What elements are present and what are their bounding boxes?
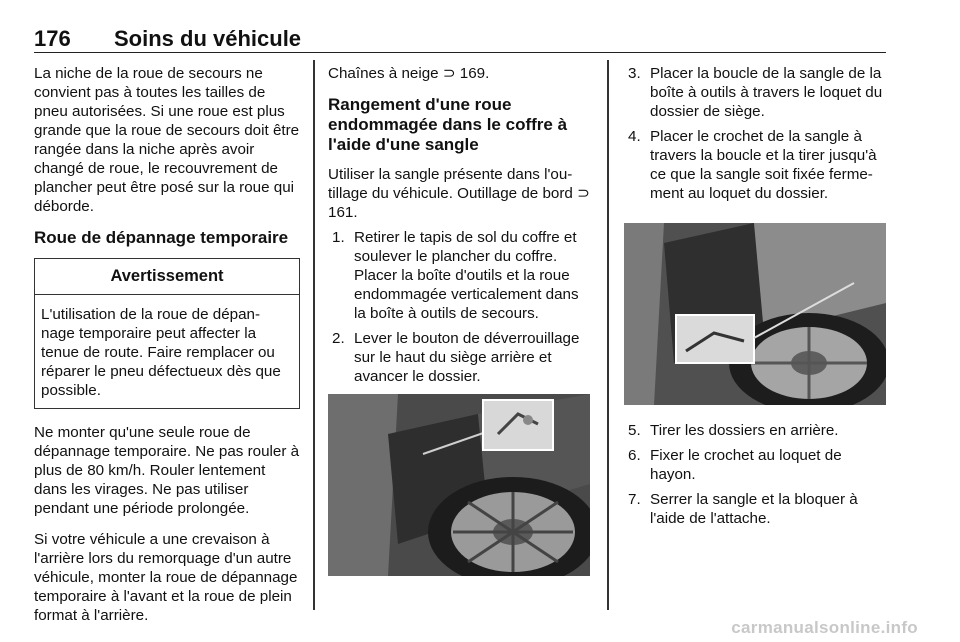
intro-paragraph: La niche de la roue de secours ne convient pas à toutes les tailles de pneu autorisées. Si une roue est plus grande que la roue de secours doit être rangée dans la niche après avoir changé de roue, le recouvrement de plancher peut être posé sur la roue qui déborde. xyxy=(34,65,300,215)
watermark: carmanualsonline.info xyxy=(731,618,918,637)
strap-intro: Utiliser la sangle présente dans l'ou- tillage du véhicule. Outillage de bord ⊃ 161. xyxy=(328,166,590,221)
section-heading-damaged-wheel: Rangement d'une roue endommagée dans le coffre à l'aide d'une sangle xyxy=(328,95,568,154)
column-divider-right xyxy=(607,60,609,610)
trunk-illustration xyxy=(328,394,590,576)
page-header xyxy=(34,22,886,53)
step-number: 5. xyxy=(628,422,641,439)
paragraph-towing: Si votre véhicule a une crevaison à l'arrière lors du remorquage d'un autre véhicule, monter la roue de dépannage temporaire à l'avant et la roue de plein format à l'arrière. xyxy=(34,531,298,624)
step-text: Lever le bouton de déverrouillage sur le haut du siège arrière et avancer le dossier. xyxy=(354,330,580,385)
warning-text: L'utilisation de la roue de dépan- nage temporaire peut affecter la tenue de route. Faire remplacer ou réparer le pneu défectueux dès que possible. xyxy=(41,306,281,399)
snow-chains-reference: Chaînes à neige ⊃ 169. xyxy=(328,65,490,82)
warning-title: Avertissement xyxy=(35,259,299,295)
list-item xyxy=(328,228,590,323)
page-number: 176 xyxy=(34,26,71,51)
column-divider-left xyxy=(313,60,315,610)
step-number: 2. xyxy=(332,330,345,347)
list-item xyxy=(624,490,886,528)
step-number: 3. xyxy=(628,65,641,82)
steps-list-1 xyxy=(328,228,590,386)
warning-box xyxy=(34,258,300,409)
list-item xyxy=(328,329,590,386)
step-text: Tirer les dossiers en arrière. xyxy=(650,422,839,439)
strap-illustration xyxy=(624,223,886,405)
step-number: 1. xyxy=(332,229,345,246)
step-text: Placer le crochet de la sangle à travers la boucle et la tirer jusqu'à ce que la sangle soit fixée ferme- ment au loquet du dossier. xyxy=(650,128,877,202)
step-number: 6. xyxy=(628,447,641,464)
step-text: Fixer le crochet au loquet de hayon. xyxy=(650,447,842,483)
step-number: 7. xyxy=(628,491,641,508)
list-item xyxy=(624,446,886,484)
step-number: 4. xyxy=(628,128,641,145)
step-text: Placer la boucle de la sangle de la boîte à outils à travers le loquet du dossier de siège. xyxy=(650,65,883,120)
list-item xyxy=(624,64,886,121)
left-column xyxy=(34,64,300,637)
list-item xyxy=(624,421,886,440)
middle-column xyxy=(328,64,590,592)
step-text: Retirer le tapis de sol du coffre et soulever le plancher du coffre. Placer la boîte d'outils et la roue endommagée verticalement dans la boîte à outils de secours. xyxy=(354,229,579,322)
list-item xyxy=(624,127,886,203)
steps-list-3 xyxy=(624,421,886,528)
right-column xyxy=(624,64,886,534)
paragraph-single-wheel: Ne monter qu'une seule roue de dépannage temporaire. Ne pas rouler à plus de 80 km/h. Rouler lentement dans les virages. Ne pas utiliser pendant une période prolongée. xyxy=(34,424,300,517)
trunk-photo-spare-wheel xyxy=(328,394,590,576)
page-title: Soins du véhicule xyxy=(114,26,302,51)
section-heading-temporary-wheel: Roue de dépannage temporaire xyxy=(34,228,289,247)
steps-list-2 xyxy=(624,64,886,203)
step-text: Serrer la sangle et la bloquer à l'aide de l'attache. xyxy=(650,491,858,527)
trunk-photo-strap xyxy=(624,223,886,405)
